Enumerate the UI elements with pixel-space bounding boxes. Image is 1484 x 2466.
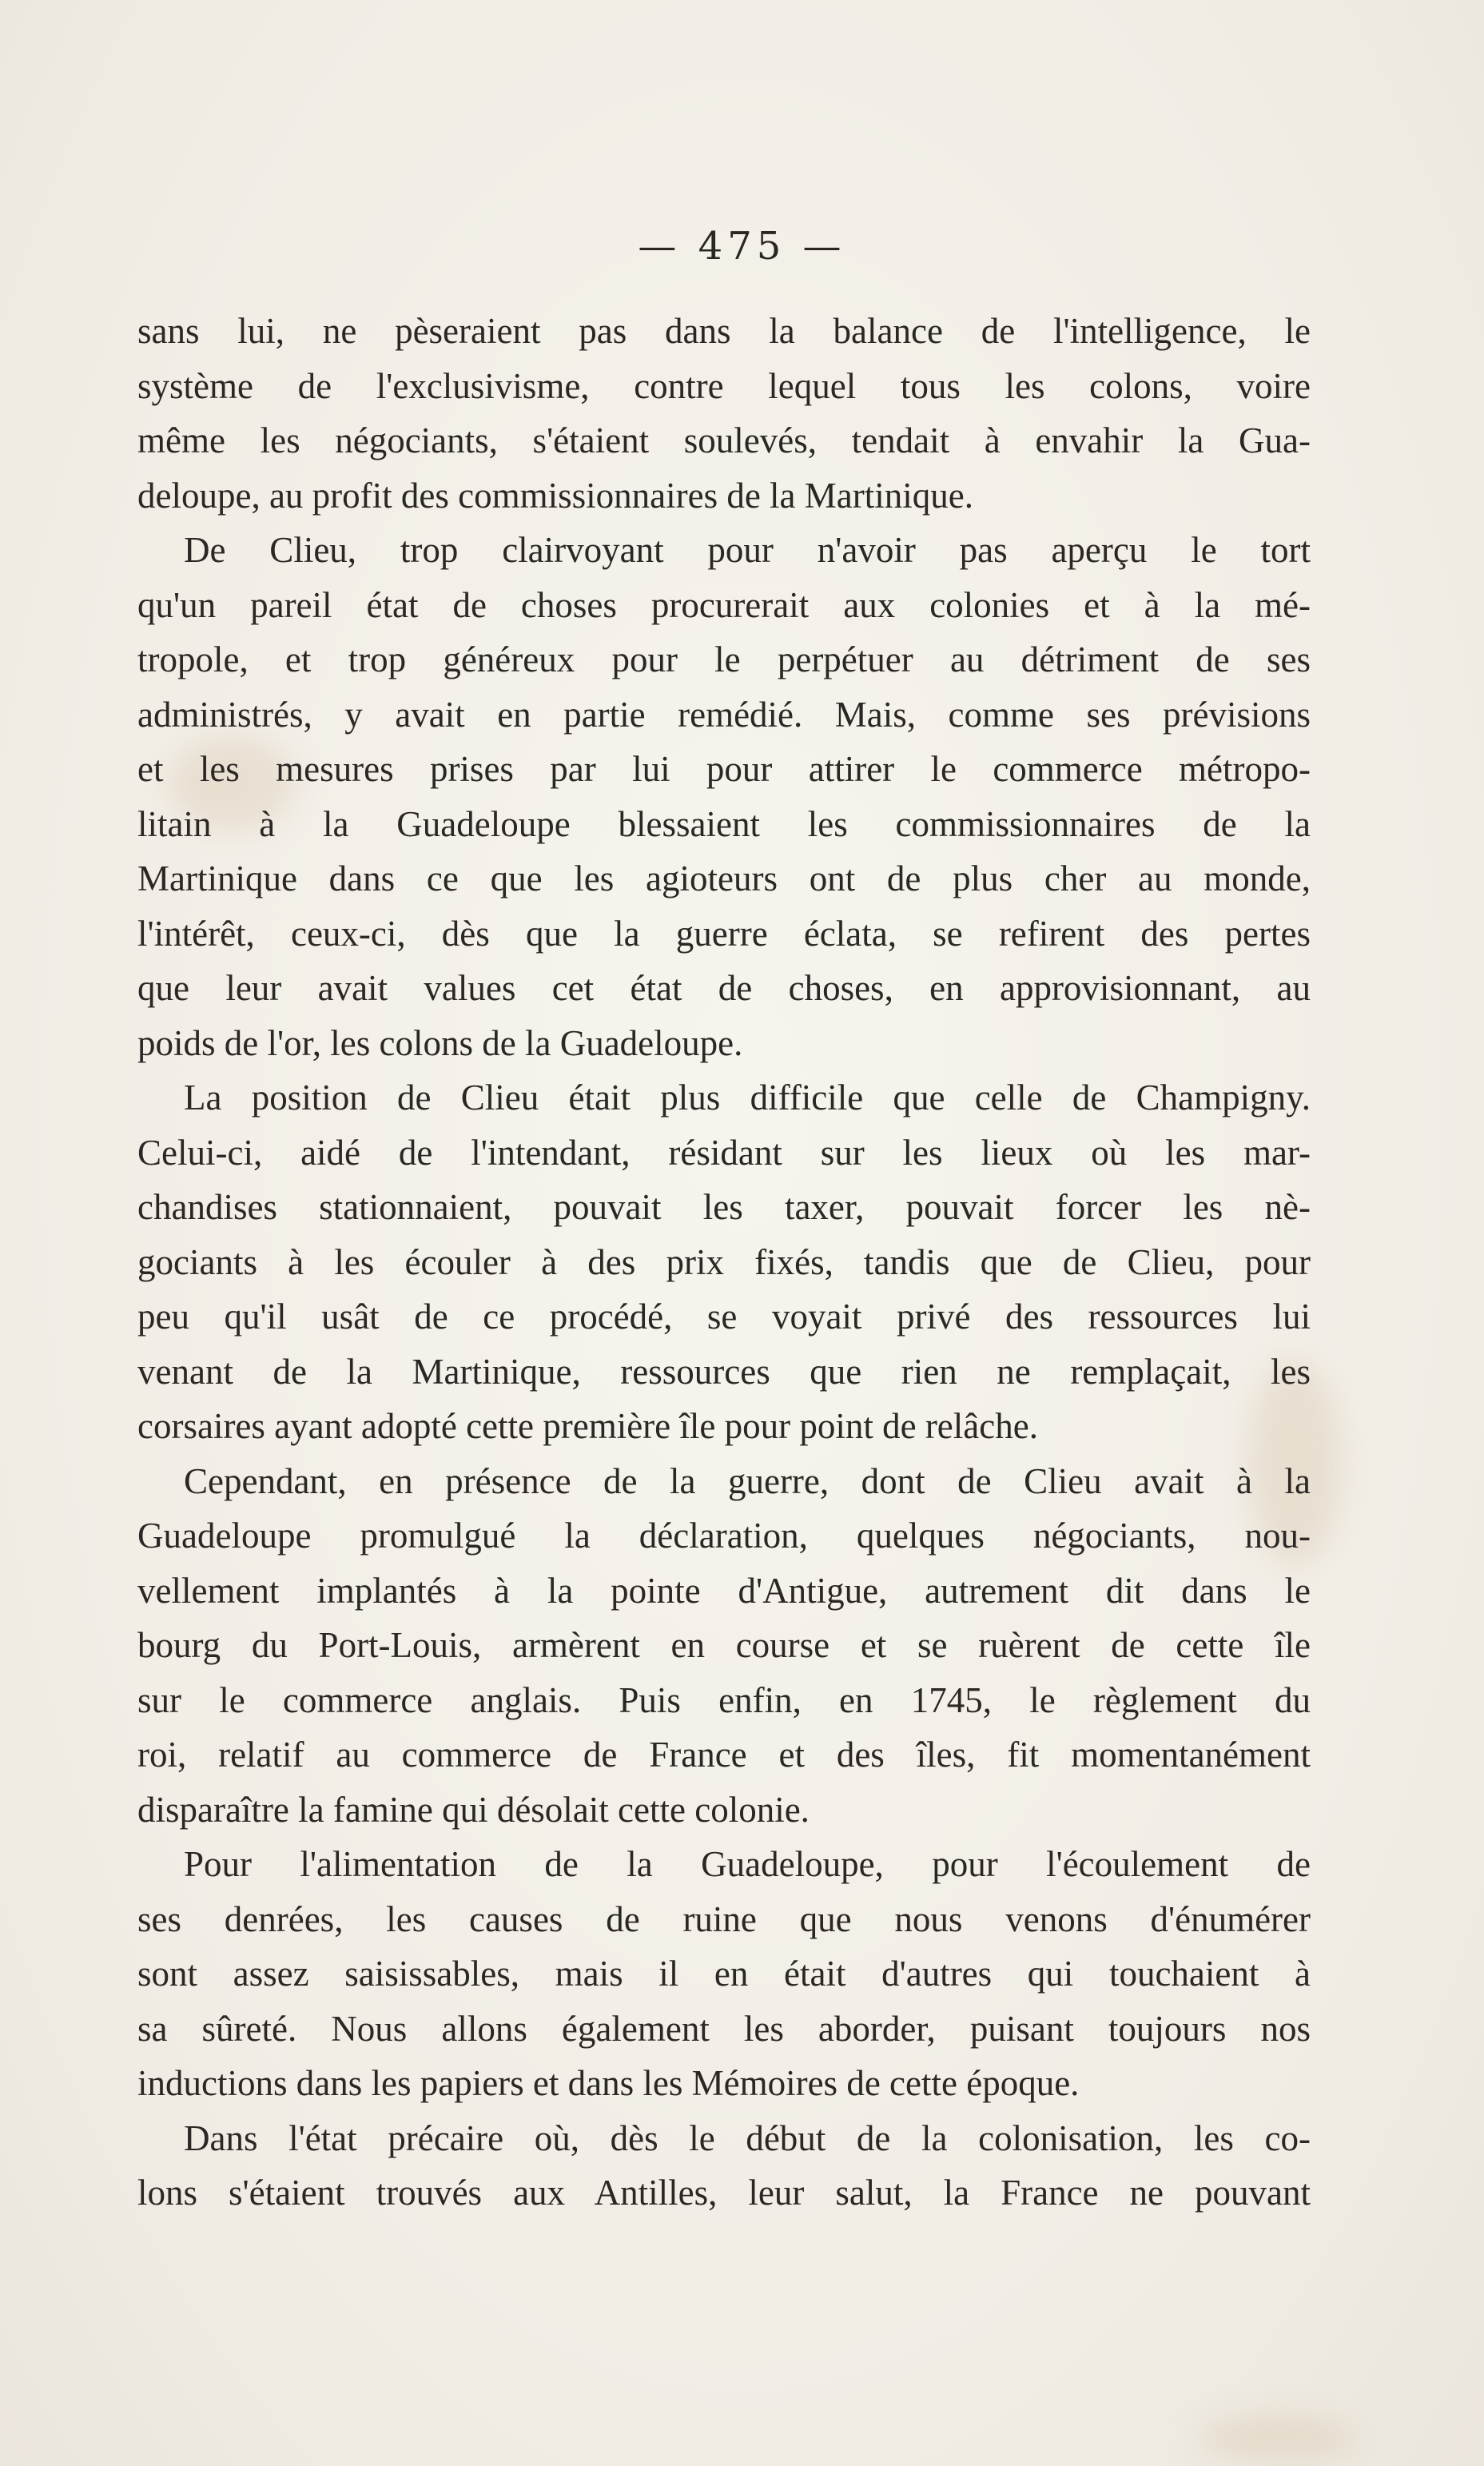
- text-line: sont assez saisissables, mais il en était d'autres qui touchaient à: [137, 1954, 1311, 1994]
- text-line: Martinique dans ce que les agioteurs ont de plus cher au monde,: [137, 859, 1311, 898]
- text-line: sans lui, ne pèseraient pas dans la balance de l'intelligence, le: [137, 311, 1311, 351]
- text-line: corsaires ayant adopté cette première île pour point de relâche.: [137, 1406, 1038, 1446]
- text-line: deloupe, au profit des commissionnaires de la Martinique.: [137, 475, 973, 516]
- text-line: disparaître la famine qui désolait cette colonie.: [137, 1789, 810, 1830]
- text-line: peu qu'il usât de ce procédé, se voyait privé des ressources lui: [137, 1297, 1311, 1337]
- text-line: vellement implantés à la pointe d'Antigue, autrement dit dans le: [137, 1570, 1311, 1611]
- text-line: bourg du Port-Louis, armèrent en course et se ruèrent de cette île: [137, 1625, 1311, 1665]
- text-line: roi, relatif au commerce de France et des îles, fit momentanément: [137, 1735, 1311, 1775]
- text-line: ses denrées, les causes de ruine que nous venons d'énumérer: [137, 1898, 1311, 1939]
- text-line: inductions dans les papiers et dans les Mémoires de cette époque.: [137, 2063, 1080, 2103]
- text-line: Guadeloupe promulgué la déclaration, quelques négociants, nou-: [137, 1516, 1311, 1556]
- text-line: De Clieu, trop clairvoyant pour n'avoir pas aperçu le tort: [184, 530, 1311, 570]
- text-line: litain à la Guadeloupe blessaient les commissionnaires de la: [137, 803, 1311, 844]
- paper-stain: [1199, 2414, 1359, 2462]
- text-line: qu'un pareil état de choses procurerait aux colonies et à la mé-: [137, 584, 1311, 625]
- text-line: sur le commerce anglais. Puis enfin, en 1745, le règlement du: [137, 1679, 1311, 1720]
- text-line: La position de Clieu était plus difficile que celle de Champigny.: [184, 1078, 1311, 1117]
- body-text: [137, 304, 1311, 2221]
- text-line: administrés, y avait en partie remédié. Mais, comme ses prévisions: [137, 694, 1311, 735]
- text-line: et les mesures prises par lui pour attirer le commerce métropo-: [137, 749, 1311, 789]
- text-line: système de l'exclusivisme, contre lequel tous les colons, voire: [137, 365, 1311, 406]
- text-line: poids de l'or, les colons de la Guadeloupe.: [137, 1022, 743, 1063]
- page-number: — 475 —: [638, 224, 846, 269]
- text-line: que leur avait values cet état de choses, en approvisionnant, au: [137, 968, 1311, 1008]
- text-line: tropole, et trop généreux pour le perpétuer au détriment de ses: [137, 639, 1311, 679]
- text-line: Cependant, en présence de la guerre, dont de Clieu avait à la: [184, 1460, 1311, 1501]
- text-line: gociants à les écouler à des prix fixés, tandis que de Clieu, pour: [137, 1241, 1311, 1282]
- text-line: l'intérêt, ceux-ci, dès que la guerre éclata, se refirent des pertes: [137, 913, 1311, 954]
- text-line: lons s'étaient trouvés aux Antilles, leur salut, la France ne pouvant: [137, 2173, 1311, 2213]
- text-line: Celui-ci, aidé de l'intendant, résidant sur les lieux où les mar-: [137, 1132, 1311, 1173]
- text-line: venant de la Martinique, ressources que rien ne remplaçait, les: [137, 1351, 1311, 1392]
- text-line: même les négociants, s'étaient soulevés, tendait à envahir la Gua-: [137, 420, 1311, 460]
- text-line: Dans l'état précaire où, dès le début de la colonisation, les co-: [184, 2117, 1311, 2158]
- text-line: Pour l'alimentation de la Guadeloupe, pour l'écoulement de: [184, 1844, 1311, 1884]
- text-line: sa sûreté. Nous allons également les aborder, puisant toujours nos: [137, 2008, 1311, 2049]
- text-line: chandises stationnaient, pouvait les taxer, pouvait forcer les nè-: [137, 1187, 1311, 1227]
